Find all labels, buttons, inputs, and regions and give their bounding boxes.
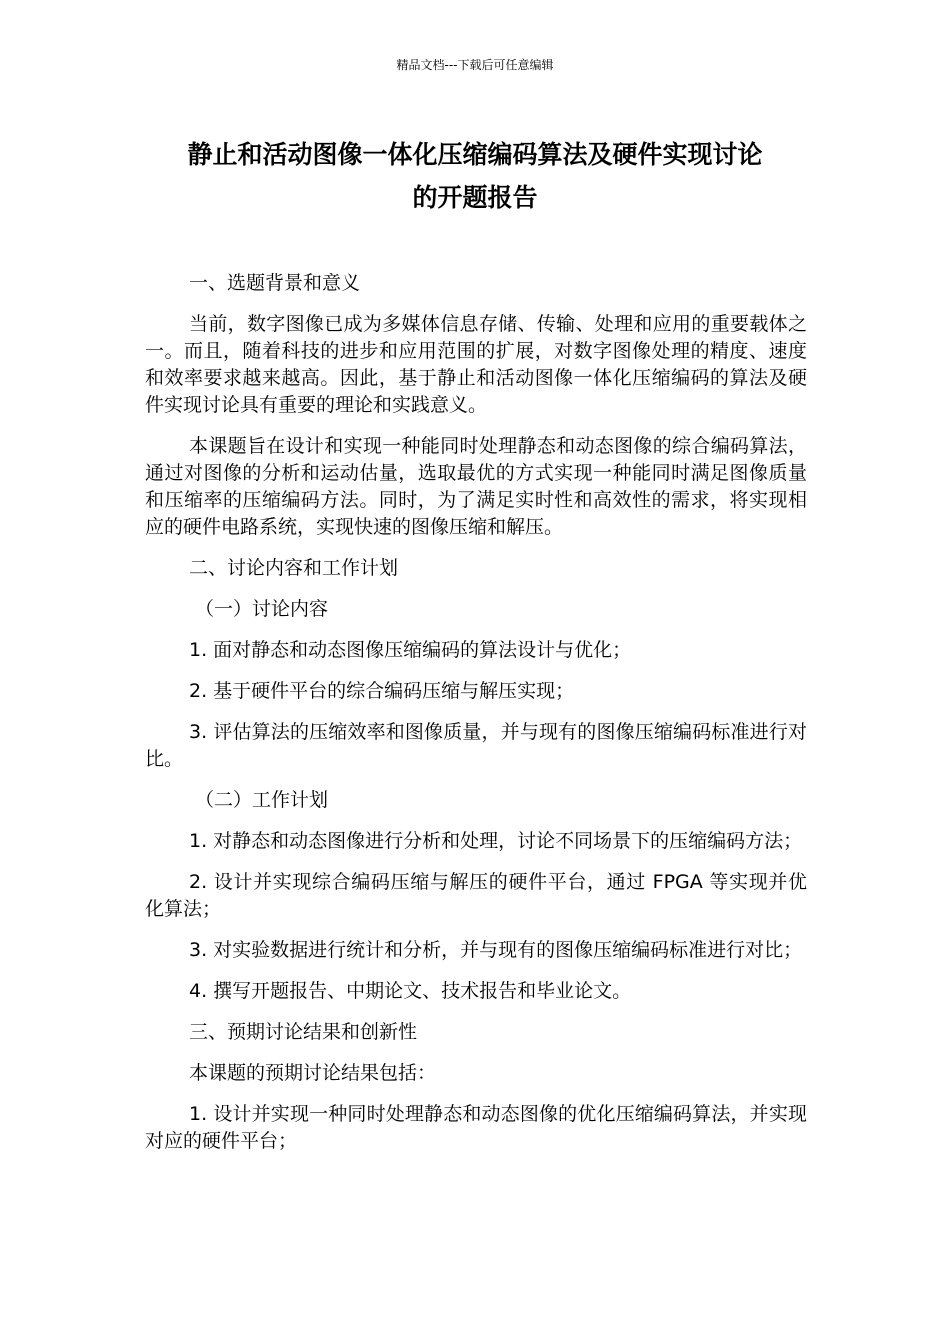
plan-item-4: 4. 撰写开题报告、中期论文、技术报告和毕业论文。 [189,980,632,1002]
section-heading-background: 一、选题背景和意义 [189,272,361,294]
paragraph-background-2: 本课题旨在设计和实现一种能同时处理静态和动态图像的综合编码算法，通过对图像的分析和运动估量，选取最优的方式实现一种能同时满足图像质量和压缩率的压缩编码方法。同时，为了满足实时性和高效性的需求，将实现相应的硬件电路系统，实现快速的图像压缩和解压。 [145,435,807,538]
plan-item-1: 1. 对静态和动态图像进行分析和处理，讨论不同场景下的压缩编码方法； [189,830,803,852]
content-item-3: 3. 评估算法的压缩效率和图像质量，并与现有的图像压缩编码标准进行对比。 [145,721,807,770]
paragraph-background-1: 当前，数字图像已成为多媒体信息存储、传输、处理和应用的重要载体之一。而且，随着科技的进步和应用范围的扩展，对数字图像处理的精度、速度和效率要求越来越高。因此，基于静止和活动图像一体化压缩编码的算法及硬件实现讨论具有重要的理论和实践意义。 [145,313,807,416]
document-title [140,133,810,219]
header-note: 精品文档---下载后可任意编辑 [396,58,554,72]
plan-item-3: 3. 对实验数据进行统计和分析，并与现有的图像压缩编码标准进行对比； [189,939,803,961]
content-item-1: 1. 面对静态和动态图像压缩编码的算法设计与优化； [189,639,632,661]
result-item-1: 1. 设计并实现一种同时处理静态和动态图像的优化压缩编码算法，并实现对应的硬件平台； [145,1103,807,1152]
subsection-heading-content: （一）讨论内容 [195,598,329,620]
title-line-1: 静止和活动图像一体化压缩编码算法及硬件实现讨论 [187,140,763,169]
section-heading-results: 三、预期讨论结果和创新性 [189,1021,418,1043]
plan-item-2: 2. 设计并实现综合编码压缩与解压的硬件平台，通过 FPGA 等实现并优化算法； [145,871,807,920]
paragraph-results-intro: 本课题的预期讨论结果包括： [189,1062,437,1084]
title-line-2: 的开题报告 [412,183,538,212]
document-body [145,270,807,1169]
section-heading-content-plan: 二、讨论内容和工作计划 [189,557,399,579]
subsection-heading-plan: （二）工作计划 [195,789,329,811]
content-item-2: 2. 基于硬件平台的综合编码压缩与解压实现； [189,680,575,702]
